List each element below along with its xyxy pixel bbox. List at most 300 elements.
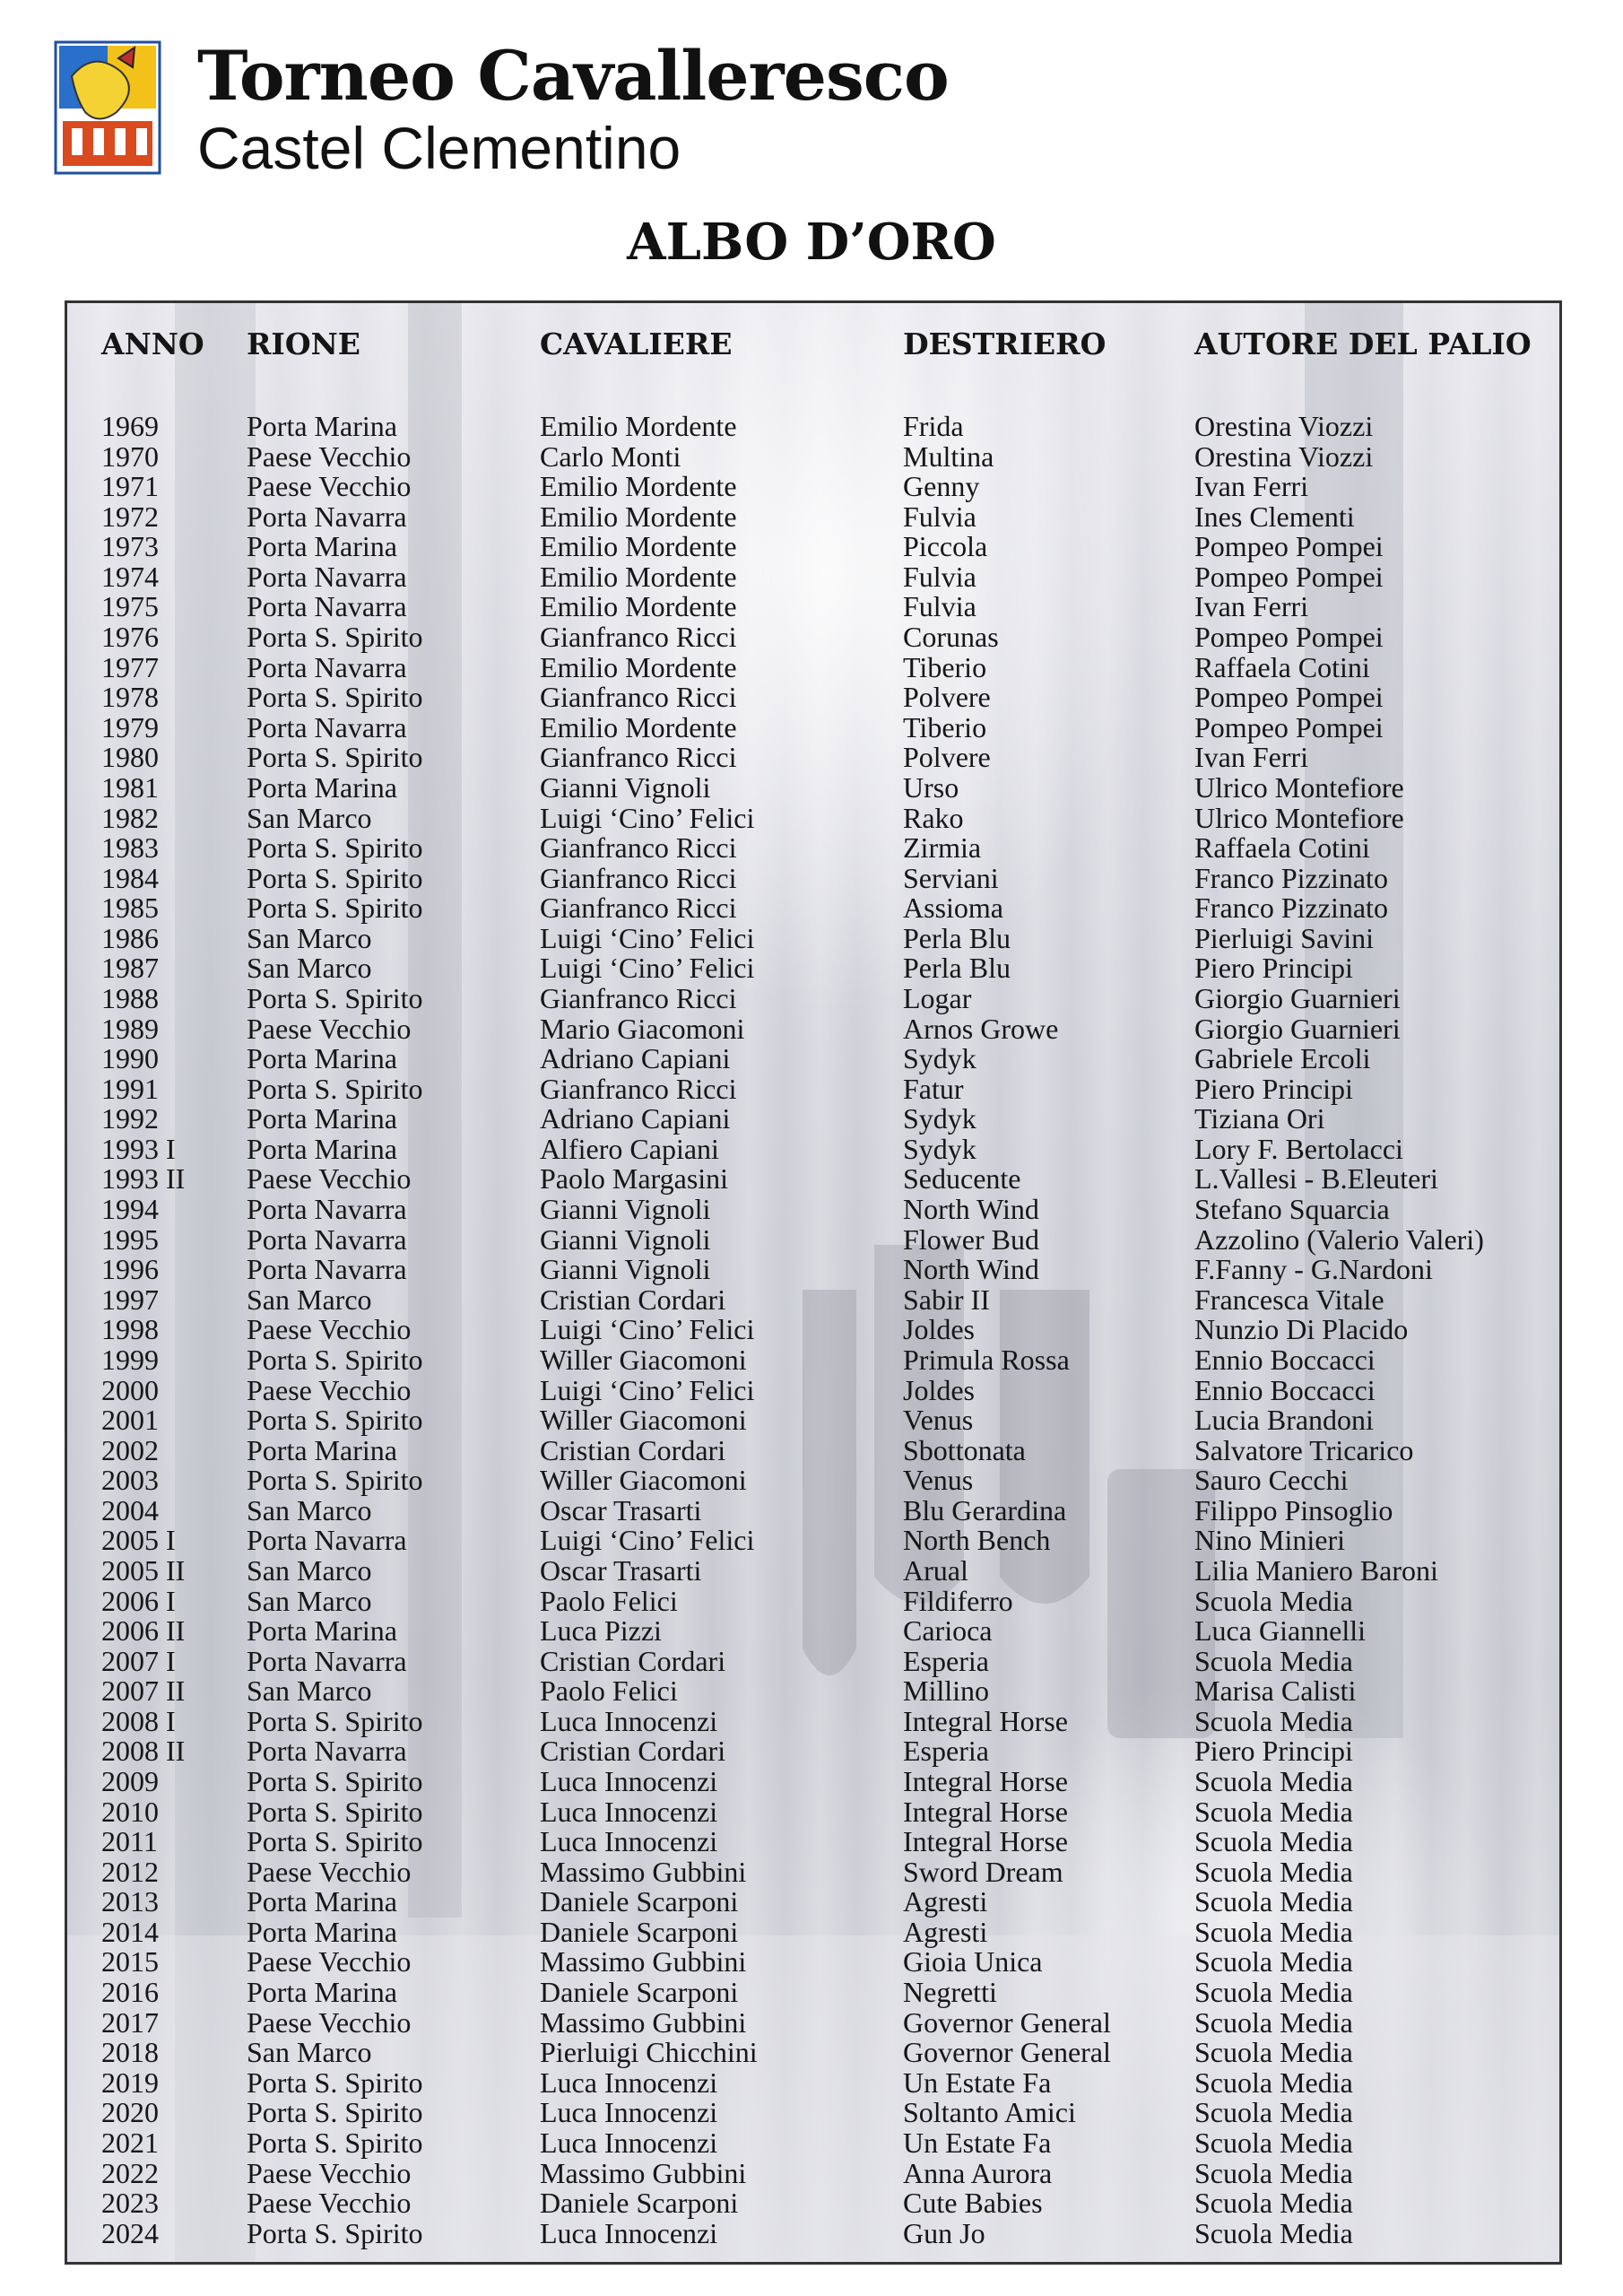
cell-cavaliere: Gianni Vignoli bbox=[540, 770, 711, 804]
cell-rione: Paese Vecchio bbox=[247, 2156, 412, 2189]
cell-anno: 1989 bbox=[101, 1012, 159, 1045]
table-row bbox=[67, 742, 1559, 772]
cell-cavaliere: Luca Innocenzi bbox=[540, 1765, 718, 1798]
cell-autore: Scuola Media bbox=[1194, 2156, 1353, 2189]
cell-anno: 2007 I bbox=[101, 1644, 176, 1677]
cell-cavaliere: Cristian Cordari bbox=[540, 1283, 726, 1316]
cell-autore: Ines Clementi bbox=[1194, 500, 1355, 533]
cell-autore: Scuola Media bbox=[1194, 1704, 1353, 1737]
cell-destriero: Sydyk bbox=[903, 1102, 976, 1135]
cell-autore: Azzolino (Valerio Valeri) bbox=[1194, 1222, 1484, 1256]
cell-autore: Scuola Media bbox=[1194, 1584, 1353, 1617]
table-row bbox=[67, 1706, 1559, 1736]
document-title: Torneo Cavalleresco bbox=[197, 36, 949, 116]
cell-cavaliere: Gianfranco Ricci bbox=[540, 891, 737, 925]
table-row bbox=[67, 501, 1559, 532]
cell-destriero: Governor General bbox=[903, 2005, 1111, 2039]
cell-autore: Pompeo Pompei bbox=[1194, 530, 1384, 563]
cell-anno: 1993 I bbox=[101, 1132, 176, 1165]
table-row bbox=[67, 1163, 1559, 1194]
cell-autore: Giorgio Guarnieri bbox=[1194, 981, 1401, 1014]
cell-rione: Paese Vecchio bbox=[247, 1313, 412, 1346]
cell-cavaliere: Pierluigi Chicchini bbox=[540, 2036, 758, 2069]
cell-rione: Paese Vecchio bbox=[247, 2187, 412, 2220]
cell-cavaliere: Luca Innocenzi bbox=[540, 2216, 718, 2249]
cell-anno: 1994 bbox=[101, 1193, 159, 1226]
cell-rione: Porta S. Spirito bbox=[247, 2216, 423, 2249]
cell-cavaliere: Oscar Trasarti bbox=[540, 1493, 702, 1526]
cell-destriero: Carioca bbox=[903, 1614, 993, 1648]
cell-destriero: Seducente bbox=[903, 1162, 1021, 1196]
cell-destriero: Fulvia bbox=[903, 500, 976, 533]
cell-destriero: North Wind bbox=[903, 1253, 1039, 1286]
cell-cavaliere: Emilio Mordente bbox=[540, 590, 737, 623]
cell-rione: Porta S. Spirito bbox=[247, 1464, 423, 1497]
cell-rione: Porta Navarra bbox=[247, 710, 407, 744]
cell-rione: Porta S. Spirito bbox=[247, 1825, 423, 1858]
table-row bbox=[67, 1405, 1559, 1435]
cell-autore: Scuola Media bbox=[1194, 1765, 1353, 1798]
cell-anno: 1973 bbox=[101, 530, 159, 563]
cell-cavaliere: Luigi ‘Cino’ Felici bbox=[540, 1524, 755, 1557]
cell-autore: Pompeo Pompei bbox=[1194, 710, 1384, 744]
table-row bbox=[67, 1766, 1559, 1796]
cell-anno: 2008 I bbox=[101, 1704, 176, 1737]
cell-anno: 1980 bbox=[101, 741, 159, 774]
cell-anno: 1993 II bbox=[101, 1162, 186, 1196]
cell-cavaliere: Emilio Mordente bbox=[540, 530, 737, 563]
cell-destriero: Frida bbox=[903, 410, 964, 442]
cell-autore: Orestina Viozzi bbox=[1194, 439, 1374, 473]
cell-rione: Porta S. Spirito bbox=[247, 891, 423, 925]
cell-autore: Franco Pizzinato bbox=[1194, 861, 1388, 894]
cell-cavaliere: Alfiero Capiani bbox=[540, 1132, 719, 1165]
cell-anno: 2021 bbox=[101, 2126, 159, 2159]
cell-destriero: Joldes bbox=[903, 1313, 975, 1346]
cell-cavaliere: Luigi ‘Cino’ Felici bbox=[540, 1313, 755, 1346]
table-row bbox=[67, 1826, 1559, 1857]
table-row bbox=[67, 622, 1559, 652]
cell-autore: Nunzio Di Placido bbox=[1194, 1313, 1409, 1346]
cell-destriero: Sword Dream bbox=[903, 1855, 1063, 1888]
cell-autore: Lilia Maniero Baroni bbox=[1194, 1553, 1438, 1587]
cell-anno: 1974 bbox=[101, 560, 159, 593]
cell-anno: 1976 bbox=[101, 621, 159, 654]
cell-destriero: Anna Aurora bbox=[903, 2156, 1053, 2189]
cell-rione: Porta S. Spirito bbox=[247, 1795, 423, 1828]
cell-cavaliere: Mario Giacomoni bbox=[540, 1012, 745, 1045]
table-row bbox=[67, 892, 1559, 923]
document-subtitle: Castel Clementino bbox=[197, 115, 681, 181]
cell-rione: Porta Marina bbox=[247, 1102, 397, 1135]
cell-rione: Porta S. Spirito bbox=[247, 1704, 423, 1737]
cell-anno: 1985 bbox=[101, 891, 159, 925]
table-row bbox=[67, 682, 1559, 712]
cell-anno: 2001 bbox=[101, 1404, 159, 1437]
table-row bbox=[67, 803, 1559, 833]
table-row bbox=[67, 2158, 1559, 2188]
cell-anno: 1998 bbox=[101, 1313, 159, 1346]
cell-destriero: Serviani bbox=[903, 861, 999, 894]
table-row bbox=[67, 1375, 1559, 1405]
cell-autore: Scuola Media bbox=[1194, 2005, 1353, 2039]
cell-rione: San Marco bbox=[247, 1553, 372, 1587]
table-row bbox=[67, 561, 1559, 592]
table-row bbox=[67, 1646, 1559, 1676]
cell-rione: Porta Marina bbox=[247, 1614, 397, 1648]
cell-autore: Scuola Media bbox=[1194, 2187, 1353, 2220]
cell-anno: 1992 bbox=[101, 1102, 159, 1135]
cell-cavaliere: Gianni Vignoli bbox=[540, 1222, 711, 1256]
cell-rione: Paese Vecchio bbox=[247, 439, 412, 473]
cell-autore: Pompeo Pompei bbox=[1194, 560, 1384, 593]
cell-rione: Porta S. Spirito bbox=[247, 1343, 423, 1376]
cell-cavaliere: Gianfranco Ricci bbox=[540, 1072, 737, 1105]
cell-rione: Porta Navarra bbox=[247, 560, 407, 593]
cell-destriero: Sabir II bbox=[903, 1283, 990, 1316]
column-header-anno: ANNO bbox=[101, 326, 204, 361]
cell-anno: 1986 bbox=[101, 921, 159, 954]
cell-destriero: Flower Bud bbox=[903, 1222, 1039, 1256]
cell-autore: F.Fanny - G.Nardoni bbox=[1194, 1253, 1433, 1286]
cell-autore: Salvatore Tricarico bbox=[1194, 1433, 1414, 1466]
table-row bbox=[67, 952, 1559, 983]
table-row bbox=[67, 1675, 1559, 1706]
cell-anno: 1977 bbox=[101, 650, 159, 683]
cell-destriero: Perla Blu bbox=[903, 921, 1011, 954]
cell-cavaliere: Emilio Mordente bbox=[540, 560, 737, 593]
cell-destriero: Zirmia bbox=[903, 831, 982, 865]
cell-anno: 2009 bbox=[101, 1765, 159, 1798]
cell-anno: 1995 bbox=[101, 1222, 159, 1256]
cell-cavaliere: Luca Pizzi bbox=[540, 1614, 662, 1648]
table-row bbox=[67, 1043, 1559, 1074]
cell-autore: Ivan Ferri bbox=[1194, 590, 1309, 623]
cell-destriero: Urso bbox=[903, 770, 959, 804]
column-header-cavaliere: CAVALIERE bbox=[540, 326, 733, 361]
cell-anno: 1987 bbox=[101, 952, 159, 985]
cell-rione: San Marco bbox=[247, 1283, 372, 1316]
table-row bbox=[67, 1134, 1559, 1164]
cell-destriero: Arual bbox=[903, 1553, 968, 1587]
cell-cavaliere: Paolo Felici bbox=[540, 1584, 678, 1617]
cell-autore: Luca Giannelli bbox=[1194, 1614, 1367, 1648]
cell-autore: Ennio Boccacci bbox=[1194, 1373, 1376, 1406]
cell-cavaliere: Luigi ‘Cino’ Felici bbox=[540, 952, 755, 985]
table-row bbox=[67, 2187, 1559, 2218]
cell-anno: 1999 bbox=[101, 1343, 159, 1376]
cell-destriero: Sbottonata bbox=[903, 1433, 1026, 1466]
table-row bbox=[67, 1917, 1559, 1947]
cell-cavaliere: Gianfranco Ricci bbox=[540, 861, 737, 894]
cell-autore: Piero Principi bbox=[1194, 1735, 1353, 1768]
cell-anno: 2022 bbox=[101, 2156, 159, 2189]
cell-autore: Ulrico Montefiore bbox=[1194, 801, 1404, 834]
cell-anno: 1991 bbox=[101, 1072, 159, 1105]
cell-anno: 1981 bbox=[101, 770, 159, 804]
table-row bbox=[67, 1857, 1559, 1887]
cell-anno: 2002 bbox=[101, 1433, 159, 1466]
table-row bbox=[67, 2218, 1559, 2248]
cell-anno: 2007 II bbox=[101, 1674, 186, 1708]
cell-autore: Pompeo Pompei bbox=[1194, 681, 1384, 714]
cell-autore: Scuola Media bbox=[1194, 2066, 1353, 2099]
cell-cavaliere: Daniele Scarponi bbox=[540, 1885, 739, 1918]
cell-autore: Stefano Squarcia bbox=[1194, 1193, 1390, 1226]
cell-cavaliere: Massimo Gubbini bbox=[540, 1855, 747, 1888]
cell-rione: Porta Marina bbox=[247, 1132, 397, 1165]
cell-destriero: Polvere bbox=[903, 681, 991, 714]
cell-destriero: Millino bbox=[903, 1674, 990, 1708]
cell-destriero: Genny bbox=[903, 470, 980, 503]
cell-rione: Porta Marina bbox=[247, 410, 397, 442]
table-row bbox=[67, 2037, 1559, 2067]
cell-anno: 1982 bbox=[101, 801, 159, 834]
cell-destriero: Integral Horse bbox=[903, 1795, 1068, 1828]
cell-rione: Porta Navarra bbox=[247, 650, 407, 683]
coat-of-arms-logo bbox=[54, 40, 161, 175]
cell-cavaliere: Willer Giacomoni bbox=[540, 1464, 747, 1497]
cell-autore: Scuola Media bbox=[1194, 1644, 1353, 1677]
cell-autore: Scuola Media bbox=[1194, 1945, 1353, 1979]
cell-anno: 1975 bbox=[101, 590, 159, 623]
cell-anno: 1978 bbox=[101, 681, 159, 714]
cell-anno: 2000 bbox=[101, 1373, 159, 1406]
cell-destriero: Gioia Unica bbox=[903, 1945, 1043, 1979]
cell-destriero: Un Estate Fa bbox=[903, 2126, 1052, 2159]
cell-destriero: Integral Horse bbox=[903, 1765, 1068, 1798]
cell-autore: Sauro Cecchi bbox=[1194, 1464, 1349, 1497]
cell-destriero: Gun Jo bbox=[903, 2216, 985, 2249]
cell-destriero: Arnos Growe bbox=[903, 1012, 1059, 1045]
cell-destriero: Fatur bbox=[903, 1072, 964, 1105]
cell-anno: 2005 II bbox=[101, 1553, 186, 1587]
table-row bbox=[67, 712, 1559, 743]
cell-rione: Porta Marina bbox=[247, 530, 397, 563]
cell-anno: 2017 bbox=[101, 2005, 159, 2039]
cell-rione: Porta Navarra bbox=[247, 1253, 407, 1286]
cell-cavaliere: Emilio Mordente bbox=[540, 410, 737, 442]
cell-autore: Ulrico Montefiore bbox=[1194, 770, 1404, 804]
cell-destriero: Primula Rossa bbox=[903, 1343, 1070, 1376]
document-header bbox=[54, 36, 950, 179]
cell-autore: Scuola Media bbox=[1194, 1976, 1353, 2009]
cell-autore: Franco Pizzinato bbox=[1194, 891, 1388, 925]
table-row bbox=[67, 441, 1559, 472]
cell-autore: Lucia Brandoni bbox=[1194, 1404, 1374, 1437]
cell-autore: Lory F. Bertolacci bbox=[1194, 1132, 1403, 1165]
column-header-autore: AUTORE DEL PALIO bbox=[1194, 326, 1532, 361]
cell-rione: Paese Vecchio bbox=[247, 2005, 412, 2039]
cell-destriero: Fulvia bbox=[903, 590, 976, 623]
cell-destriero: Sydyk bbox=[903, 1132, 976, 1165]
cell-cavaliere: Luca Innocenzi bbox=[540, 2066, 718, 2099]
cell-rione: Porta S. Spirito bbox=[247, 2126, 423, 2159]
cell-rione: Paese Vecchio bbox=[247, 1855, 412, 1888]
cell-cavaliere: Daniele Scarponi bbox=[540, 1976, 739, 2009]
cell-anno: 1970 bbox=[101, 439, 159, 473]
cell-destriero: Integral Horse bbox=[903, 1825, 1068, 1858]
cell-rione: Porta S. Spirito bbox=[247, 831, 423, 865]
cell-anno: 1972 bbox=[101, 500, 159, 533]
table-row bbox=[67, 832, 1559, 863]
cell-cavaliere: Gianfranco Ricci bbox=[540, 741, 737, 774]
cell-anno: 2020 bbox=[101, 2096, 159, 2129]
cell-autore: Scuola Media bbox=[1194, 1915, 1353, 1948]
cell-autore: Francesca Vitale bbox=[1194, 1283, 1384, 1316]
cell-cavaliere: Paolo Felici bbox=[540, 1674, 678, 1708]
cell-destriero: Joldes bbox=[903, 1373, 975, 1406]
table-row bbox=[67, 1224, 1559, 1255]
table-row bbox=[67, 1555, 1559, 1586]
cell-cavaliere: Luigi ‘Cino’ Felici bbox=[540, 1373, 755, 1406]
cell-autore: Scuola Media bbox=[1194, 1855, 1353, 1888]
cell-cavaliere: Cristian Cordari bbox=[540, 1433, 726, 1466]
cell-anno: 2018 bbox=[101, 2036, 159, 2069]
cell-anno: 2024 bbox=[101, 2216, 159, 2249]
cell-destriero: Integral Horse bbox=[903, 1704, 1068, 1737]
cell-rione: San Marco bbox=[247, 801, 372, 834]
cell-autore: Scuola Media bbox=[1194, 2036, 1353, 2069]
cell-destriero: Sydyk bbox=[903, 1042, 976, 1075]
cell-cavaliere: Gianni Vignoli bbox=[540, 1193, 711, 1226]
cell-anno: 2008 II bbox=[101, 1735, 186, 1768]
cell-cavaliere: Willer Giacomoni bbox=[540, 1343, 747, 1376]
table-row bbox=[67, 1435, 1559, 1465]
cell-autore: Piero Principi bbox=[1194, 952, 1353, 985]
cell-destriero: Corunas bbox=[903, 621, 999, 654]
cell-rione: Paese Vecchio bbox=[247, 1945, 412, 1979]
cell-anno: 1996 bbox=[101, 1253, 159, 1286]
cell-destriero: Fulvia bbox=[903, 560, 976, 593]
cell-rione: Porta S. Spirito bbox=[247, 1404, 423, 1437]
cell-rione: Porta S. Spirito bbox=[247, 1765, 423, 1798]
cell-rione: Porta S. Spirito bbox=[247, 861, 423, 894]
cell-destriero: Soltanto Amici bbox=[903, 2096, 1076, 2129]
cell-autore: Scuola Media bbox=[1194, 2126, 1353, 2159]
cell-autore: Filippo Pinsoglio bbox=[1194, 1493, 1393, 1526]
cell-destriero: Esperia bbox=[903, 1735, 989, 1768]
cell-rione: San Marco bbox=[247, 1493, 372, 1526]
cell-cavaliere: Cristian Cordari bbox=[540, 1735, 726, 1768]
cell-autore: Piero Principi bbox=[1194, 1072, 1353, 1105]
cell-autore: Ivan Ferri bbox=[1194, 741, 1309, 774]
cell-cavaliere: Carlo Monti bbox=[540, 439, 681, 473]
table-row bbox=[67, 1735, 1559, 1766]
cell-rione: Porta S. Spirito bbox=[247, 981, 423, 1014]
table-row bbox=[67, 652, 1559, 683]
cell-rione: Porta Navarra bbox=[247, 1735, 407, 1768]
cell-autore: Giorgio Guarnieri bbox=[1194, 1012, 1401, 1045]
table-row bbox=[67, 411, 1559, 441]
cell-rione: Porta S. Spirito bbox=[247, 2066, 423, 2099]
table-row bbox=[67, 1103, 1559, 1134]
cell-destriero: Tiberio bbox=[903, 650, 987, 683]
table-row bbox=[67, 1586, 1559, 1616]
cell-cavaliere: Daniele Scarponi bbox=[540, 2187, 739, 2220]
cell-cavaliere: Emilio Mordente bbox=[540, 650, 737, 683]
cell-rione: Porta Marina bbox=[247, 1433, 397, 1466]
cell-cavaliere: Luca Innocenzi bbox=[540, 1704, 718, 1737]
cell-anno: 2012 bbox=[101, 1855, 159, 1888]
table-row bbox=[67, 1615, 1559, 1646]
cell-cavaliere: Emilio Mordente bbox=[540, 500, 737, 533]
cell-destriero: Venus bbox=[903, 1404, 974, 1437]
cell-autore: Ennio Boccacci bbox=[1194, 1343, 1376, 1376]
cell-rione: San Marco bbox=[247, 1674, 372, 1708]
table-row bbox=[67, 923, 1559, 953]
cell-anno: 2013 bbox=[101, 1885, 159, 1918]
cell-destriero: Governor General bbox=[903, 2036, 1111, 2069]
cell-autore: Nino Minieri bbox=[1194, 1524, 1345, 1557]
cell-autore: Pierluigi Savini bbox=[1194, 921, 1374, 954]
cell-cavaliere: Cristian Cordari bbox=[540, 1644, 726, 1677]
cell-rione: Porta Marina bbox=[247, 770, 397, 804]
cell-cavaliere: Paolo Margasini bbox=[540, 1162, 729, 1196]
cell-anno: 2006 I bbox=[101, 1584, 176, 1617]
cell-anno: 2023 bbox=[101, 2187, 159, 2220]
cell-destriero: Rako bbox=[903, 801, 964, 834]
cell-cavaliere: Adriano Capiani bbox=[540, 1102, 731, 1135]
table-row bbox=[67, 1977, 1559, 2007]
cell-cavaliere: Luigi ‘Cino’ Felici bbox=[540, 921, 755, 954]
albo-heading: ALBO D’ORO bbox=[627, 213, 996, 272]
cell-destriero: Perla Blu bbox=[903, 952, 1011, 985]
cell-anno: 1984 bbox=[101, 861, 159, 894]
cell-rione: Porta Navarra bbox=[247, 500, 407, 533]
table-row bbox=[67, 1946, 1559, 1977]
table-row bbox=[67, 983, 1559, 1013]
cell-destriero: Un Estate Fa bbox=[903, 2066, 1052, 2099]
table-row bbox=[67, 1074, 1559, 1104]
cell-cavaliere: Oscar Trasarti bbox=[540, 1553, 702, 1587]
cell-cavaliere: Adriano Capiani bbox=[540, 1042, 731, 1075]
cell-cavaliere: Luca Innocenzi bbox=[540, 1795, 718, 1828]
table-row bbox=[67, 1495, 1559, 1526]
cell-destriero: Negretti bbox=[903, 1976, 997, 2009]
table-row bbox=[67, 591, 1559, 622]
cell-autore: Marisa Calisti bbox=[1194, 1674, 1357, 1708]
cell-cavaliere: Gianfranco Ricci bbox=[540, 981, 737, 1014]
table-row bbox=[67, 2097, 1559, 2127]
cell-autore: Tiziana Ori bbox=[1194, 1102, 1325, 1135]
cell-destriero: Assioma bbox=[903, 891, 1003, 925]
cell-rione: Porta S. Spirito bbox=[247, 2096, 423, 2129]
cell-anno: 1988 bbox=[101, 981, 159, 1014]
cell-rione: Porta Marina bbox=[247, 1915, 397, 1948]
cell-rione: Porta S. Spirito bbox=[247, 1072, 423, 1105]
table-row bbox=[67, 772, 1559, 803]
cell-cavaliere: Gianfranco Ricci bbox=[540, 681, 737, 714]
cell-rione: San Marco bbox=[247, 952, 372, 985]
cell-anno: 1969 bbox=[101, 410, 159, 442]
cell-destriero: North Wind bbox=[903, 1193, 1039, 1226]
cell-rione: Porta Navarra bbox=[247, 1644, 407, 1677]
table-row bbox=[67, 1465, 1559, 1495]
cell-rione: Porta Navarra bbox=[247, 590, 407, 623]
cell-cavaliere: Luca Innocenzi bbox=[540, 2126, 718, 2159]
cell-cavaliere: Emilio Mordente bbox=[540, 470, 737, 503]
cell-anno: 2006 II bbox=[101, 1614, 186, 1648]
cell-destriero: Blu Gerardina bbox=[903, 1493, 1067, 1526]
cell-rione: Paese Vecchio bbox=[247, 1373, 412, 1406]
cell-rione: Porta Navarra bbox=[247, 1524, 407, 1557]
cell-rione: Porta Marina bbox=[247, 1042, 397, 1075]
cell-rione: Porta S. Spirito bbox=[247, 681, 423, 714]
cell-destriero: Multina bbox=[903, 439, 994, 473]
cell-destriero: Polvere bbox=[903, 741, 991, 774]
cell-rione: Porta Navarra bbox=[247, 1193, 407, 1226]
